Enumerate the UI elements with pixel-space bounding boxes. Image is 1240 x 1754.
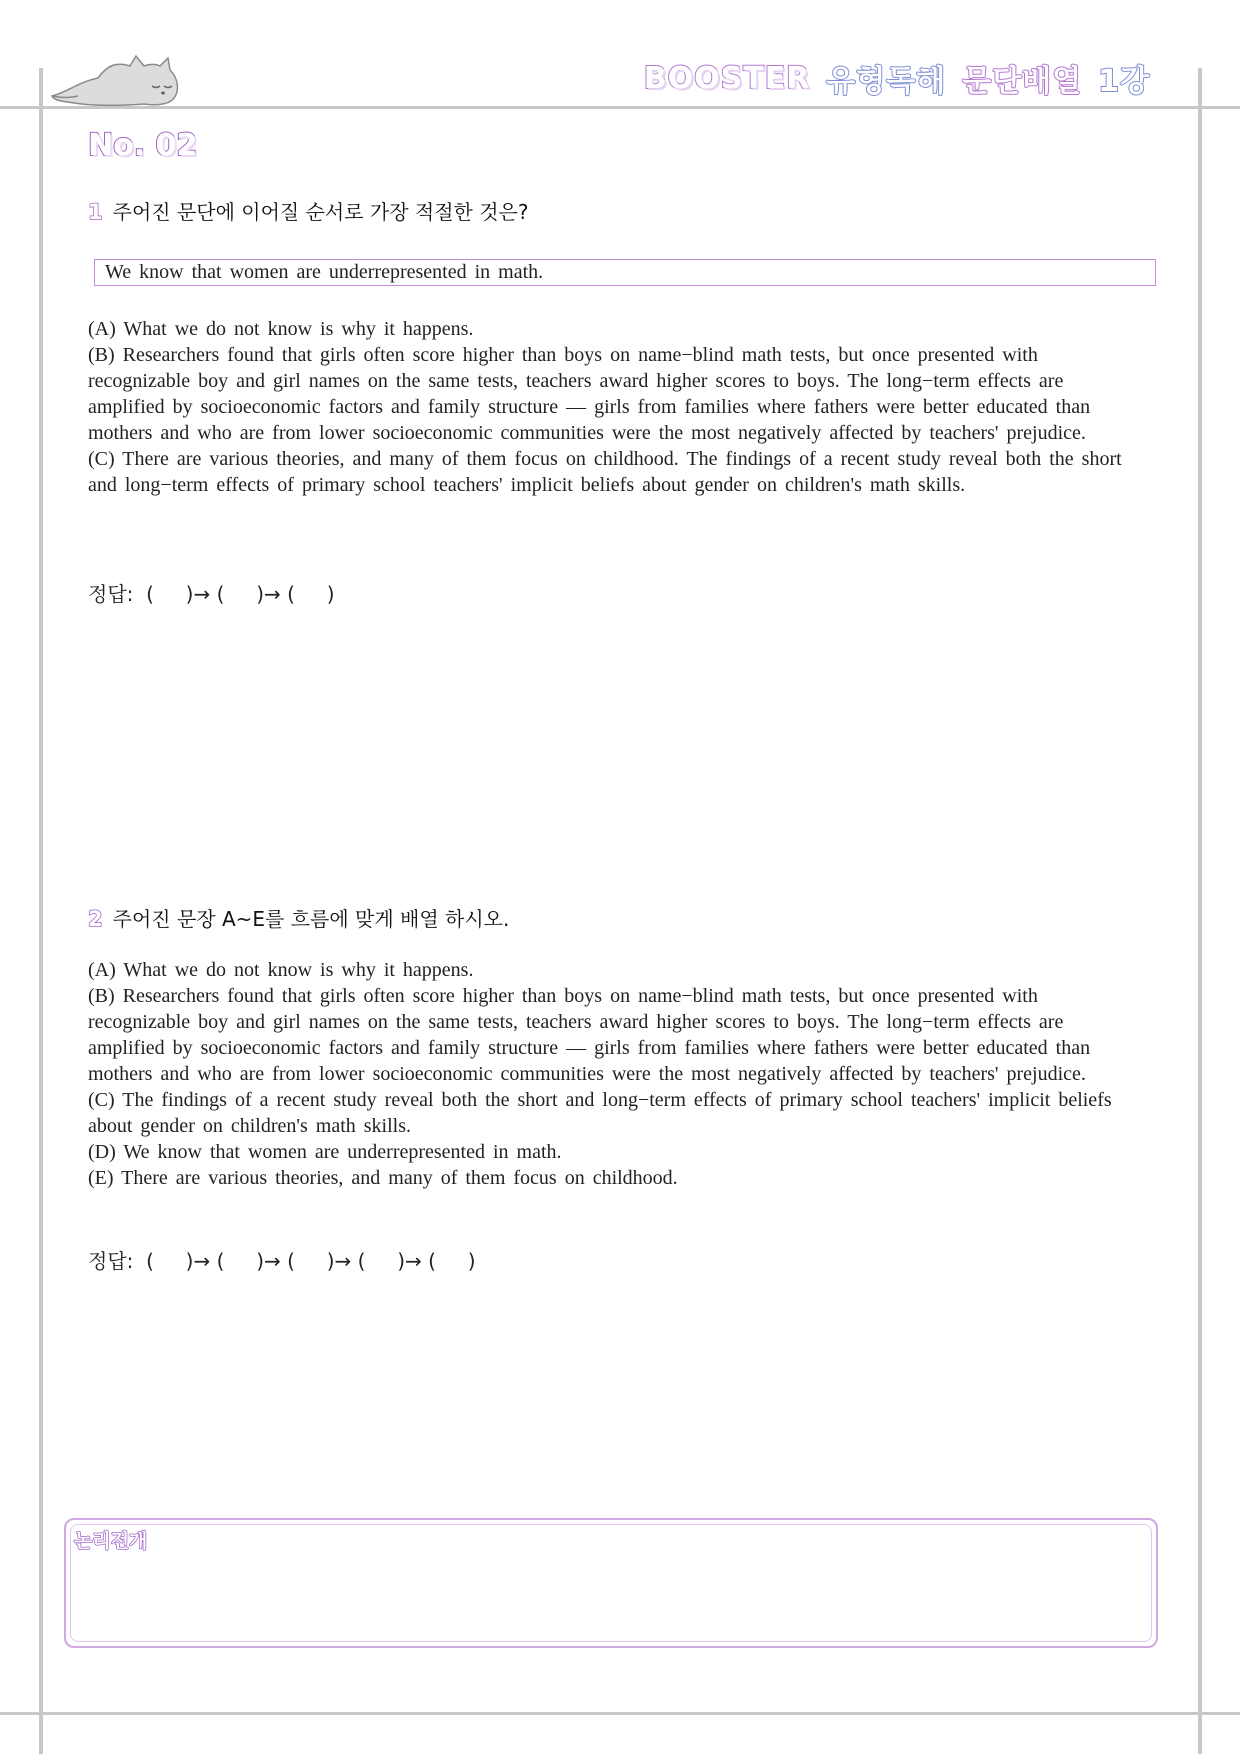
header-title bbox=[644, 58, 1150, 98]
q2-sentence-c: (C) The findings of a recent study reveal both the short and long−term effects of primary school teachers' implicit beliefs about gender on children's math skills. bbox=[88, 1089, 1112, 1137]
header-word-1: 유형독해 bbox=[826, 64, 947, 99]
header-brand: BOOSTER bbox=[643, 60, 811, 96]
header-rule bbox=[0, 106, 1240, 109]
q2-sentence-d: (D) We know that women are underrepresented in math. bbox=[88, 1141, 562, 1163]
footer-rule bbox=[0, 1712, 1240, 1715]
right-margin-rule bbox=[1198, 68, 1202, 1754]
left-margin-rule bbox=[39, 68, 43, 1754]
header-word-2: 문단배열 bbox=[962, 64, 1083, 99]
question-2-text: 주어진 문장 A~E를 흐름에 맞게 배열 하시오. bbox=[112, 907, 510, 931]
q1-paragraph-c: (C) There are various theories, and many of them focus on childhood. The findings of a recent study reveal both the short and long−term effects of primary school teachers' implicit beliefs about gender on children's math skills. bbox=[88, 448, 1122, 496]
sleeping-cat-icon bbox=[48, 52, 183, 110]
question-1-answer-line: 정답: ( )→ ( )→ ( ) bbox=[88, 582, 335, 606]
question-1-text: 주어진 문단에 이어질 순서로 가장 적절한 것은? bbox=[112, 200, 529, 224]
question-2-passage bbox=[88, 957, 1138, 1191]
question-1-passage bbox=[88, 316, 1138, 498]
given-paragraph-box: We know that women are underrepresented in math. bbox=[94, 259, 1156, 286]
logic-flow-box-inner bbox=[70, 1524, 1152, 1642]
question-2-number: 2 bbox=[88, 907, 103, 931]
question-2-answer-line: 정답: ( )→ ( )→ ( )→ ( )→ ( ) bbox=[88, 1249, 476, 1273]
question-1-prompt bbox=[88, 196, 528, 225]
logic-flow-box[interactable] bbox=[64, 1518, 1158, 1648]
q1-paragraph-a: (A) What we do not know is why it happens. bbox=[88, 318, 474, 340]
q2-sentence-b: (B) Researchers found that girls often score higher than boys on name−blind math tests, but once presented with recognizable boy and girl names on the same tests, teachers award higher scores to boys. The long−term effects are amplified by socioeconomic factors and family structure — girls from families where fathers were better educated than mothers and who are from lower socioeconomic communities were the most negatively affected by teachers' prejudice. bbox=[88, 985, 1091, 1085]
q1-paragraph-b: (B) Researchers found that girls often score higher than boys on name−blind math tests, but once presented with recognizable boy and girl names on the same tests, teachers award higher scores to boys. The long−term effects are amplified by socioeconomic factors and family structure — girls from families where fathers were better educated than mothers and who are from lower socioeconomic communities were the most negatively affected by teachers' prejudice. bbox=[88, 344, 1091, 444]
question-1-number: 1 bbox=[88, 200, 103, 224]
header-lesson: 1강 bbox=[1098, 64, 1150, 99]
logic-flow-label: 논리전개 bbox=[74, 1530, 148, 1552]
question-2-prompt bbox=[88, 903, 509, 932]
q2-sentence-e: (E) There are various theories, and many of them focus on childhood. bbox=[88, 1167, 678, 1189]
q2-sentence-a: (A) What we do not know is why it happens. bbox=[88, 959, 474, 981]
problem-number-title: No. 02 bbox=[88, 128, 198, 163]
